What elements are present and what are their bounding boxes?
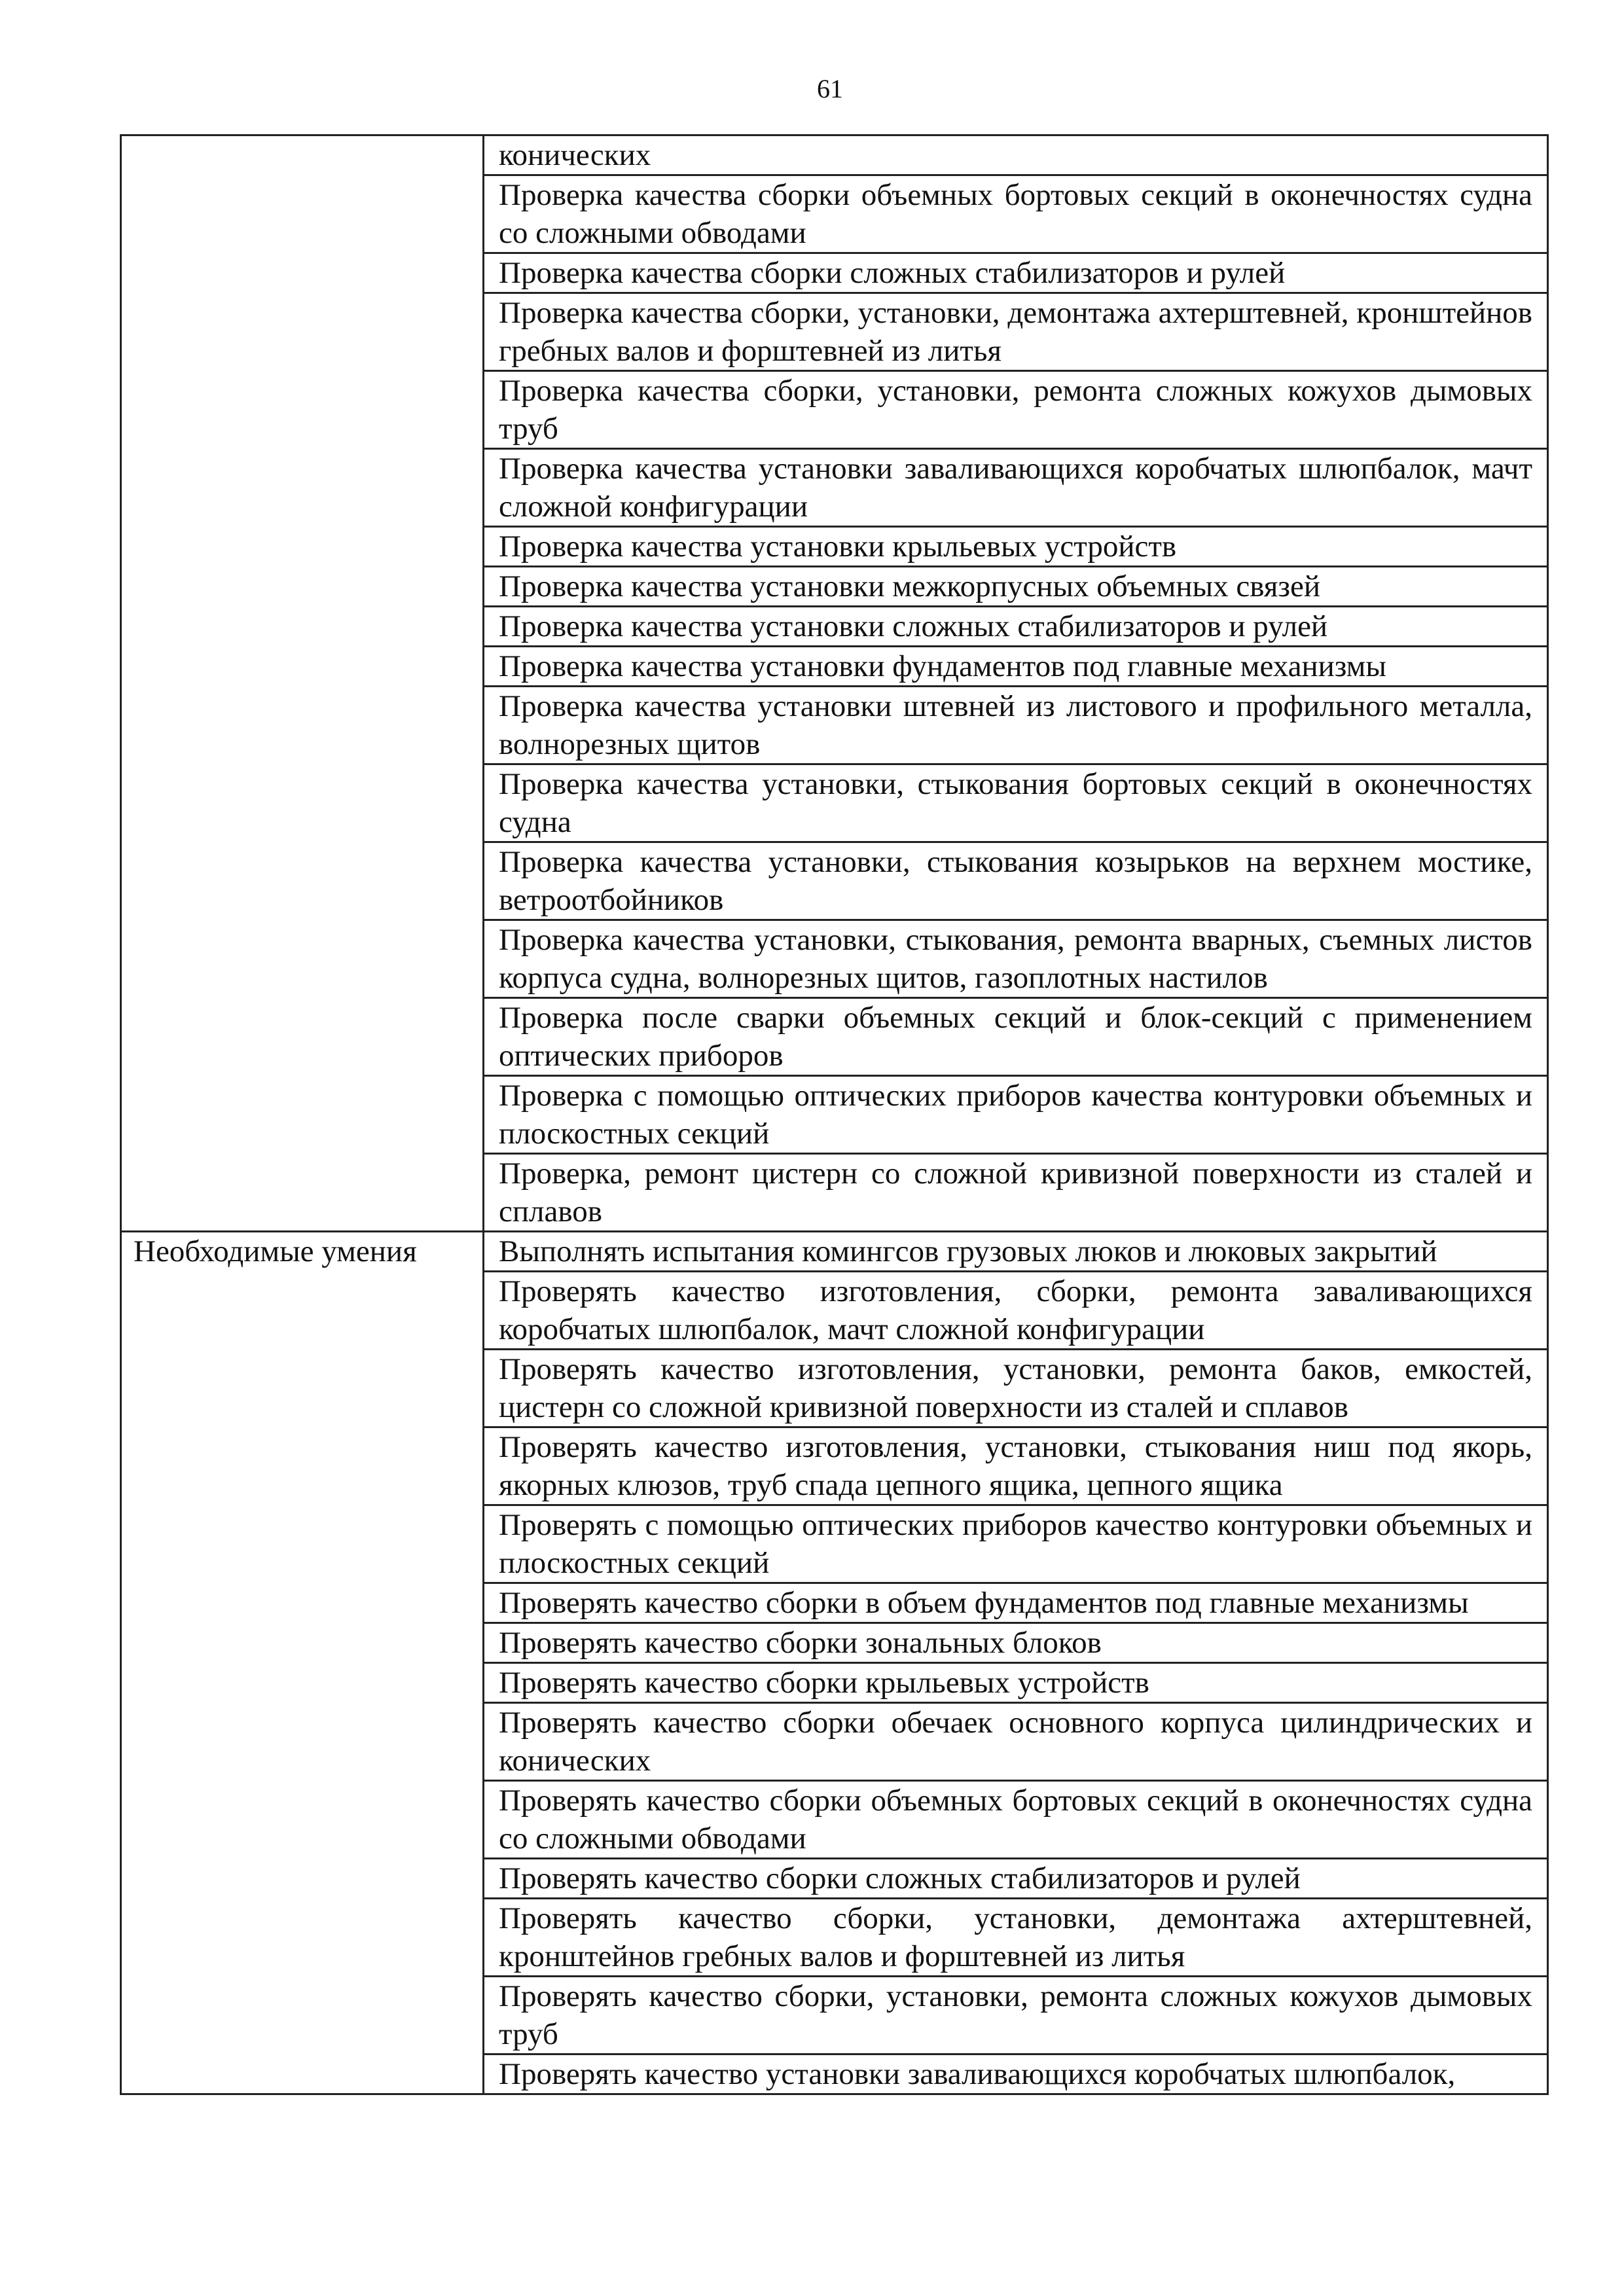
table-cell-item: Проверка с помощью оптических приборов качества контуровки объемных и плоскостных секций: [484, 1076, 1548, 1154]
table-cell-item: Проверять с помощью оптических приборов качество контуровки объемных и плоскостных секций: [484, 1505, 1548, 1583]
table-cell-item: Проверка качества сборки, установки, ремонта сложных кожухов дымовых труб: [484, 371, 1548, 449]
table-cell-item: Проверять качество сборки в объем фундаментов под главные механизмы: [484, 1583, 1548, 1623]
table-cell-item: Проверять качество сборки обечаек основного корпуса цилиндрических и конических: [484, 1703, 1548, 1781]
table-cell-item: Проверка качества сборки, установки, демонтажа ахтерштевней, кронштейнов гребных валов и форштевней из литья: [484, 293, 1548, 371]
table-cell-item: Проверка качества сборки сложных стабилизаторов и рулей: [484, 253, 1548, 293]
table-cell-item: конических: [484, 135, 1548, 175]
table-cell-item: Проверка качества установки межкорпусных объемных связей: [484, 567, 1548, 607]
table-cell-item: Проверять качество сборки крыльевых устройств: [484, 1663, 1548, 1703]
table-cell-item: Проверять качество изготовления, установки, стыкования ниш под якорь, якорных клюзов, труб спада цепного ящика, цепного ящика: [484, 1427, 1548, 1505]
table-row: [121, 135, 1548, 175]
section-title: Необходимые умения: [121, 1232, 484, 2094]
table-cell-item: Проверять качество сборки зональных блоков: [484, 1623, 1548, 1663]
table-cell-item: Проверка качества установки, стыкования бортовых секций в оконечностях судна: [484, 764, 1548, 842]
table-cell-item: Проверка после сварки объемных секций и блок-секций с применением оптических приборов: [484, 998, 1548, 1076]
table-cell-item: Проверка качества установки заваливающихся коробчатых шлюпбалок, мачт сложной конфигурации: [484, 449, 1548, 527]
table-cell-item: Проверять качество изготовления, установки, ремонта баков, емкостей, цистерн со сложной кривизной поверхности из сталей и сплавов: [484, 1350, 1548, 1427]
table-body: [121, 135, 1548, 2094]
competency-table: [120, 134, 1549, 2095]
table-cell-item: Проверять качество сборки объемных бортовых секций в оконечностях судна со сложными обводами: [484, 1781, 1548, 1859]
table-cell-item: Проверка качества установки сложных стабилизаторов и рулей: [484, 607, 1548, 647]
table-cell-item: Проверка качества сборки объемных бортовых секций в оконечностях судна со сложными обводами: [484, 175, 1548, 253]
section-title: [121, 135, 484, 1232]
table-cell-item: Проверять качество сборки сложных стабилизаторов и рулей: [484, 1859, 1548, 1899]
table-cell-item: Проверять качество сборки, установки, ремонта сложных кожухов дымовых труб: [484, 1977, 1548, 2054]
table-cell-item: Проверять качество сборки, установки, демонтажа ахтерштевней, кронштейнов гребных валов и форштевней из литья: [484, 1899, 1548, 1977]
table-cell-item: Проверка качества установки, стыкования, ремонта вварных, съемных листов корпуса судна, волнорезных щитов, газоплотных настилов: [484, 920, 1548, 998]
table-cell-item: Выполнять испытания комингсов грузовых люков и люковых закрытий: [484, 1232, 1548, 1272]
table-row: [121, 1232, 1548, 1272]
table-cell-item: Проверка качества установки крыльевых устройств: [484, 527, 1548, 567]
table-cell-item: Проверка качества установки, стыкования козырьков на верхнем мостике, ветроотбойников: [484, 842, 1548, 920]
table-cell-item: Проверка качества установки фундаментов под главные механизмы: [484, 647, 1548, 687]
table-cell-item: Проверка, ремонт цистерн со сложной кривизной поверхности из сталей и сплавов: [484, 1154, 1548, 1232]
table-cell-item: Проверять качество установки заваливающихся коробчатых шлюпбалок,: [484, 2054, 1548, 2094]
page-number: 61: [817, 74, 843, 103]
table-cell-item: Проверка качества установки штевней из листового и профильного металла, волнорезных щитов: [484, 687, 1548, 764]
table-cell-item: Проверять качество изготовления, сборки, ремонта заваливающихся коробчатых шлюпбалок, мачт сложной конфигурации: [484, 1272, 1548, 1350]
